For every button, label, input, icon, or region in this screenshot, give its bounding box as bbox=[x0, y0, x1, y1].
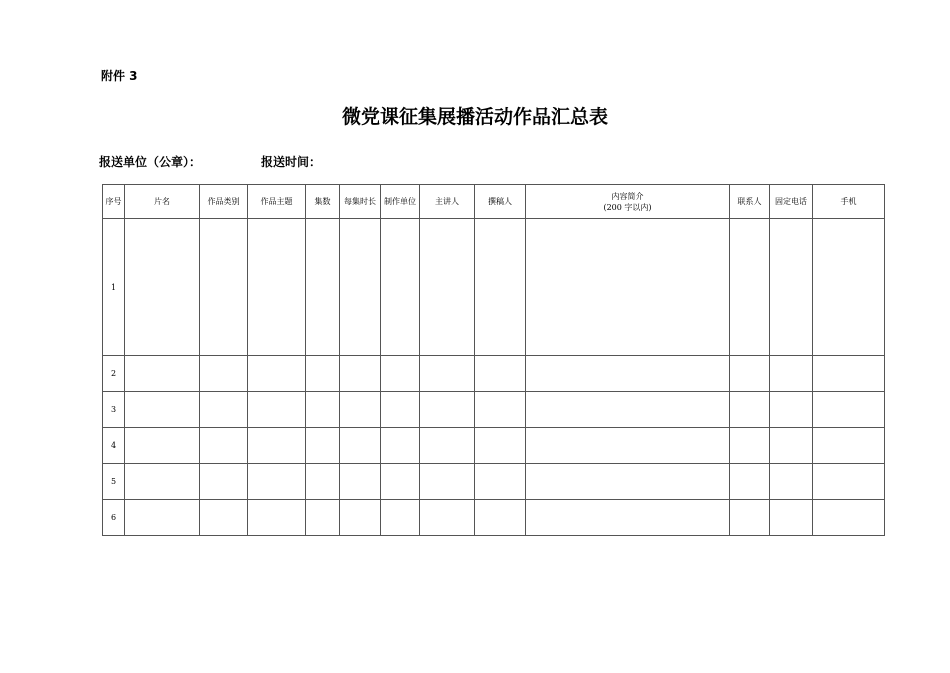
cell-writer[interactable] bbox=[475, 500, 526, 536]
cell-summary[interactable] bbox=[526, 392, 730, 428]
cell-producer[interactable] bbox=[381, 219, 420, 356]
table-row bbox=[103, 392, 885, 428]
report-time-label: 报送时间： bbox=[261, 155, 322, 169]
cell-theme[interactable] bbox=[248, 428, 306, 464]
row-index: 3 bbox=[103, 392, 125, 428]
cell-contact[interactable] bbox=[730, 356, 770, 392]
cell-phone[interactable] bbox=[770, 428, 813, 464]
cell-episodes[interactable] bbox=[306, 356, 340, 392]
header-mobile: 手机 bbox=[813, 185, 885, 219]
cell-contact[interactable] bbox=[730, 428, 770, 464]
cell-mobile[interactable] bbox=[813, 464, 885, 500]
table-row bbox=[103, 464, 885, 500]
cell-phone[interactable] bbox=[770, 500, 813, 536]
header-summary-note: (200 字以内) bbox=[603, 202, 652, 212]
row-index: 2 bbox=[103, 356, 125, 392]
header-name: 片名 bbox=[125, 185, 200, 219]
row-index: 6 bbox=[103, 500, 125, 536]
table-row bbox=[103, 500, 885, 536]
header-duration: 每集时长 bbox=[340, 185, 381, 219]
cell-producer[interactable] bbox=[381, 428, 420, 464]
cell-category[interactable] bbox=[200, 464, 248, 500]
cell-theme[interactable] bbox=[248, 356, 306, 392]
cell-speaker[interactable] bbox=[420, 428, 475, 464]
row-index: 4 bbox=[103, 428, 125, 464]
cell-category[interactable] bbox=[200, 500, 248, 536]
cell-contact[interactable] bbox=[730, 219, 770, 356]
cell-mobile[interactable] bbox=[813, 428, 885, 464]
cell-speaker[interactable] bbox=[420, 356, 475, 392]
page-title: 微党课征集展播活动作品汇总表 bbox=[341, 106, 608, 128]
header-summary-title: 内容简介 bbox=[611, 191, 644, 201]
cell-name[interactable] bbox=[125, 464, 200, 500]
cell-category[interactable] bbox=[200, 219, 248, 356]
cell-duration[interactable] bbox=[340, 500, 381, 536]
header-episodes: 集数 bbox=[306, 185, 340, 219]
cell-mobile[interactable] bbox=[813, 392, 885, 428]
cell-theme[interactable] bbox=[248, 219, 306, 356]
cell-mobile[interactable] bbox=[813, 500, 885, 536]
cell-duration[interactable] bbox=[340, 356, 381, 392]
cell-duration[interactable] bbox=[340, 428, 381, 464]
cell-name[interactable] bbox=[125, 219, 200, 356]
table-row bbox=[103, 219, 885, 356]
cell-name[interactable] bbox=[125, 428, 200, 464]
row-index: 5 bbox=[103, 464, 125, 500]
table-row bbox=[103, 356, 885, 392]
cell-episodes[interactable] bbox=[306, 428, 340, 464]
cell-producer[interactable] bbox=[381, 356, 420, 392]
cell-duration[interactable] bbox=[340, 392, 381, 428]
header-summary bbox=[526, 185, 730, 219]
row-index: 1 bbox=[103, 219, 125, 356]
cell-phone[interactable] bbox=[770, 464, 813, 500]
cell-speaker[interactable] bbox=[420, 219, 475, 356]
cell-category[interactable] bbox=[200, 392, 248, 428]
cell-contact[interactable] bbox=[730, 392, 770, 428]
cell-summary[interactable] bbox=[526, 356, 730, 392]
cell-phone[interactable] bbox=[770, 356, 813, 392]
cell-speaker[interactable] bbox=[420, 464, 475, 500]
cell-theme[interactable] bbox=[248, 500, 306, 536]
cell-summary[interactable] bbox=[526, 219, 730, 356]
header-category: 作品类别 bbox=[200, 185, 248, 219]
cell-contact[interactable] bbox=[730, 500, 770, 536]
cell-name[interactable] bbox=[125, 356, 200, 392]
cell-writer[interactable] bbox=[475, 464, 526, 500]
header-theme: 作品主题 bbox=[248, 185, 306, 219]
report-unit-label: 报送单位（公章）： bbox=[99, 155, 202, 169]
cell-episodes[interactable] bbox=[306, 500, 340, 536]
cell-theme[interactable] bbox=[248, 392, 306, 428]
cell-producer[interactable] bbox=[381, 464, 420, 500]
cell-category[interactable] bbox=[200, 428, 248, 464]
cell-writer[interactable] bbox=[475, 356, 526, 392]
cell-contact[interactable] bbox=[730, 464, 770, 500]
header-producer: 制作单位 bbox=[381, 185, 420, 219]
cell-producer[interactable] bbox=[381, 500, 420, 536]
cell-speaker[interactable] bbox=[420, 500, 475, 536]
header-speaker: 主讲人 bbox=[420, 185, 475, 219]
cell-episodes[interactable] bbox=[306, 464, 340, 500]
cell-name[interactable] bbox=[125, 500, 200, 536]
cell-theme[interactable] bbox=[248, 464, 306, 500]
cell-phone[interactable] bbox=[770, 392, 813, 428]
cell-mobile[interactable] bbox=[813, 219, 885, 356]
cell-category[interactable] bbox=[200, 356, 248, 392]
header-phone: 固定电话 bbox=[770, 185, 813, 219]
table-header-row bbox=[103, 185, 885, 219]
cell-duration[interactable] bbox=[340, 219, 381, 356]
cell-summary[interactable] bbox=[526, 464, 730, 500]
cell-summary[interactable] bbox=[526, 500, 730, 536]
attachment-label: 附件 3 bbox=[101, 69, 138, 83]
cell-producer[interactable] bbox=[381, 392, 420, 428]
header-seq: 序号 bbox=[103, 185, 125, 219]
cell-writer[interactable] bbox=[475, 428, 526, 464]
cell-writer[interactable] bbox=[475, 219, 526, 356]
cell-mobile[interactable] bbox=[813, 356, 885, 392]
table-row bbox=[103, 428, 885, 464]
cell-speaker[interactable] bbox=[420, 392, 475, 428]
header-contact: 联系人 bbox=[730, 185, 770, 219]
cell-writer[interactable] bbox=[475, 392, 526, 428]
cell-name[interactable] bbox=[125, 392, 200, 428]
header-writer: 撰稿人 bbox=[475, 185, 526, 219]
summary-table bbox=[102, 184, 885, 536]
cell-duration[interactable] bbox=[340, 464, 381, 500]
cell-summary[interactable] bbox=[526, 428, 730, 464]
cell-phone[interactable] bbox=[770, 219, 813, 356]
cell-episodes[interactable] bbox=[306, 392, 340, 428]
cell-episodes[interactable] bbox=[306, 219, 340, 356]
